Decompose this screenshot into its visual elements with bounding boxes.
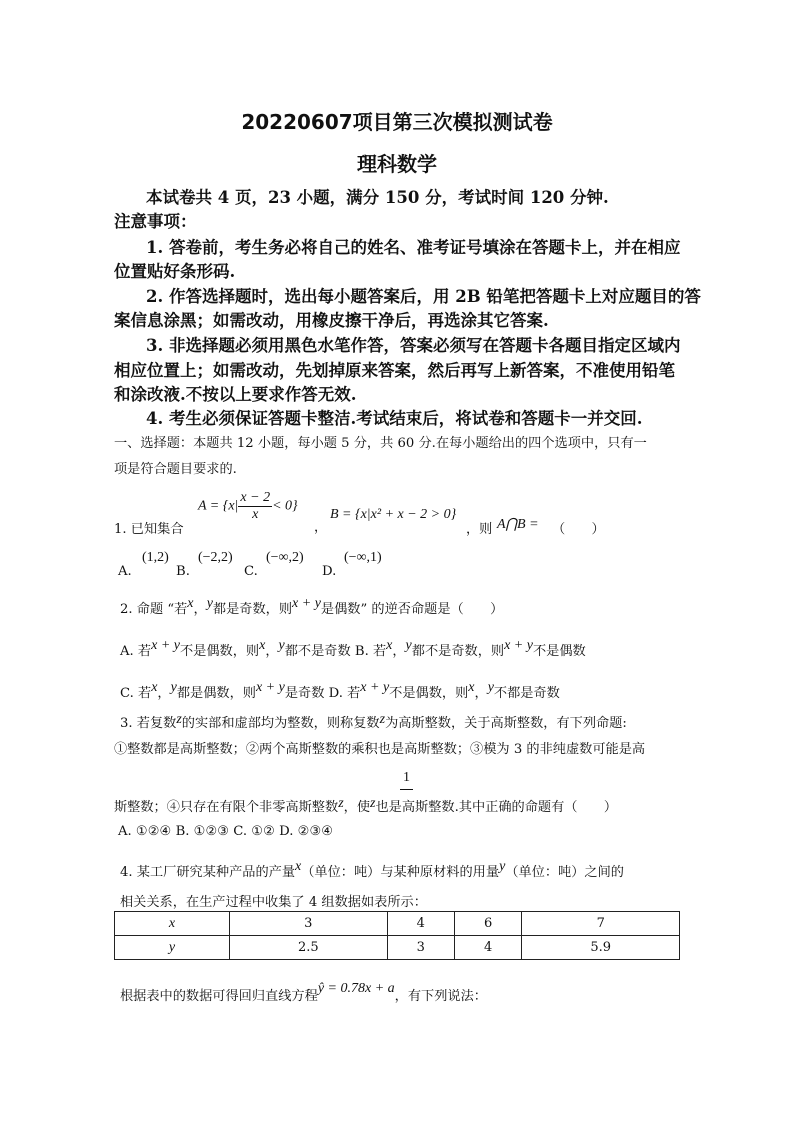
q3-frac-num: 1 bbox=[403, 770, 410, 785]
q2-d-label: D. 若 bbox=[328, 686, 361, 701]
notice-2a: 2. 作答选择题时，选出每小题答案后，用 2B 铅笔把答题卡上对应题目的答 bbox=[146, 287, 701, 306]
q1-opt-c-label: C. bbox=[244, 564, 258, 579]
q2-option-cd bbox=[120, 682, 560, 702]
q4-after-a: 根据表中的数据可得回归直线方程 bbox=[120, 989, 318, 1004]
q2-d-sep: ， bbox=[474, 686, 488, 701]
table-row bbox=[115, 936, 680, 960]
table-cell: 3 bbox=[230, 912, 388, 936]
notice-3c: 和涂改液.不按以上要求作答无效. bbox=[114, 385, 357, 404]
exam-summary: 本试卷共 4 页，23 小题，满分 150 分，考试时间 120 分钟. bbox=[146, 188, 609, 207]
q3-l1a: 3. 若复数 bbox=[120, 716, 177, 731]
notice-4: 4. 考生必须保证答题卡整洁.考试结束后，将试卷和答题卡一并交回. bbox=[146, 409, 643, 428]
q4-l1a: 4. 某工厂研究某种产品的产量 bbox=[120, 865, 296, 880]
page-title: 20220607项目第三次模拟测试卷 bbox=[241, 110, 553, 134]
q1-tail: ，则 bbox=[466, 522, 493, 537]
q1-lead: 1. 已知集合 bbox=[114, 522, 184, 537]
q1-set-a-post: < 0} bbox=[272, 498, 298, 514]
q3-z-2: z bbox=[379, 712, 386, 727]
q1-opt-a: (1,2) bbox=[142, 550, 169, 565]
q3-options: A. ①②④ B. ①②③ C. ①② D. ②③④ bbox=[118, 824, 334, 839]
q1-set-a bbox=[198, 490, 298, 523]
q2-c-sep: ， bbox=[157, 686, 171, 701]
q3-line1 bbox=[120, 712, 627, 732]
q2-a-xy: x + y bbox=[151, 638, 180, 653]
notice-1a: 1. 答卷前，考生务必将自己的姓名、准考证号填涂在答题卡上，并在相应 bbox=[146, 238, 681, 257]
q3-frac-bar bbox=[400, 789, 413, 790]
q2-b-1: 都不是奇数，则 bbox=[411, 644, 505, 659]
notice-2b: 案信息涂黑；如需改动，用橡皮擦干净后，再选涂其它答案. bbox=[114, 311, 549, 330]
data-table bbox=[114, 911, 680, 960]
q2-c-label: C. 若 bbox=[120, 686, 152, 701]
q3-line2: ①整数都是高斯整数；②两个高斯整数的乘积也是高斯整数；③模为 3 的非纯虚数可能是高 bbox=[114, 742, 646, 757]
table-cell: 4 bbox=[387, 912, 454, 936]
table-header-x: x bbox=[115, 912, 230, 936]
q3-z-3: z bbox=[338, 796, 344, 811]
notice-1b: 位置贴好条形码. bbox=[114, 262, 236, 281]
q2-x: x bbox=[187, 596, 194, 611]
q2-stem bbox=[120, 598, 503, 618]
q2-stem-2: 都是奇数，则 bbox=[212, 602, 293, 617]
q3-l3b: ，使 bbox=[343, 800, 371, 815]
section-1-line2: 项是符合题目要求的. bbox=[114, 462, 237, 477]
q1-opt-c: (−∞,2) bbox=[266, 550, 304, 565]
q2-a-y: y bbox=[278, 638, 285, 653]
q4-l1c: （单位：吨）之间的 bbox=[505, 865, 624, 880]
notice-heading: 注意事项： bbox=[114, 212, 197, 231]
q2-b-x: x bbox=[386, 638, 393, 653]
q2-stem-1: 2. 命题 “若 bbox=[120, 602, 188, 617]
q3-l3a: 斯整数；④只存在有限个非零高斯整数 bbox=[114, 800, 339, 815]
q2-d-x: x bbox=[468, 680, 475, 695]
q1-comma: ， bbox=[314, 520, 328, 535]
q1-opt-b: (−2,2) bbox=[198, 550, 233, 565]
q4-l1b: （单位：吨）与某种原材料的用量 bbox=[301, 865, 500, 880]
q4-x: x bbox=[295, 859, 302, 874]
q2-c-y: y bbox=[170, 680, 177, 695]
table-cell: 3 bbox=[387, 936, 454, 960]
q4-after-table bbox=[120, 981, 487, 1005]
table-row bbox=[115, 912, 680, 936]
q3-l1b: 的实部和虚部均为整数，则称复数 bbox=[181, 716, 380, 731]
q3-z-4: z bbox=[370, 796, 376, 811]
table-header-y: y bbox=[115, 936, 230, 960]
page-subtitle: 理科数学 bbox=[357, 152, 437, 176]
q1-set-a-pre: A = {x| bbox=[198, 498, 239, 514]
q2-c-2: 是奇数 bbox=[284, 686, 325, 701]
q2-a-label: A. 若 bbox=[120, 644, 152, 659]
q3-l3c: 也是高斯整数.其中正确的命题有（ ） bbox=[375, 800, 618, 815]
q2-b-2: 不是偶数 bbox=[532, 644, 586, 659]
q2-c-xy: x + y bbox=[255, 680, 285, 695]
q2-d-2: 不都是奇数 bbox=[493, 686, 560, 701]
q1-opt-d-label: D. bbox=[322, 564, 337, 579]
q2-a-1: 不是偶数，则 bbox=[179, 644, 260, 659]
q2-c-1: 都是偶数，则 bbox=[176, 686, 256, 701]
q1-opt-b-label: B. bbox=[176, 564, 190, 579]
table-cell: 7 bbox=[522, 912, 680, 936]
q4-line1 bbox=[120, 861, 624, 881]
notice-3b: 相应位置上；如需改动，先划掉原来答案，然后再写上新答案，不准使用铅笔 bbox=[114, 361, 675, 380]
q2-xy: x + y bbox=[292, 596, 321, 611]
q3-l1c: 为高斯整数，关于高斯整数，有下列命题: bbox=[385, 716, 627, 731]
q3-z: z bbox=[176, 712, 182, 727]
q2-d-xy: x + y bbox=[360, 680, 390, 695]
q2-a-sep: ， bbox=[265, 644, 279, 659]
q2-c-x: x bbox=[151, 680, 158, 695]
q2-a-x: x bbox=[259, 638, 266, 653]
table-cell: 6 bbox=[454, 912, 521, 936]
q1-blank: （ ） bbox=[552, 522, 605, 537]
q2-y: y bbox=[206, 596, 213, 611]
q2-d-1: 不是偶数，则 bbox=[389, 686, 469, 701]
q1-set-a-den: x bbox=[252, 507, 259, 522]
q1-expr: A⋂B = bbox=[497, 517, 539, 532]
q1-opt-d: (−∞,1) bbox=[344, 550, 382, 565]
table-cell: 4 bbox=[454, 936, 521, 960]
q2-b-sep: ， bbox=[392, 644, 406, 659]
q2-d-y: y bbox=[487, 680, 494, 695]
q2-stem-3: 是偶数” 的逆否命题是（ ） bbox=[320, 602, 504, 617]
table-cell: 5.9 bbox=[522, 936, 680, 960]
q4-line2: 相关关系，在生产过程中收集了 4 组数据如表所示： bbox=[120, 895, 427, 910]
table-cell: 2.5 bbox=[230, 936, 388, 960]
q3-line3 bbox=[114, 796, 617, 816]
section-1-line1: 一、选择题：本题共 12 小题，每小题 5 分，共 60 分.在每小题给出的四个选项中，只有一 bbox=[114, 436, 647, 451]
q4-after-b: ，有下列说法： bbox=[394, 989, 487, 1004]
q1-set-a-fraction bbox=[238, 490, 272, 523]
q1-set-a-num: x − 2 bbox=[240, 490, 271, 505]
q2-b-label: B. 若 bbox=[354, 644, 387, 659]
q2-sep: ， bbox=[193, 602, 207, 617]
q4-equation: ŷ = 0.78x + a bbox=[317, 981, 395, 996]
notice-3a: 3. 非选择题必须用黑色水笔作答，答案必须写在答题卡各题目指定区域内 bbox=[146, 336, 681, 355]
q1-set-b: B = {x|x² + x − 2 > 0} bbox=[330, 507, 457, 522]
q1-opt-a-label: A. bbox=[118, 564, 132, 579]
q2-option-ab bbox=[120, 640, 586, 660]
q4-y: y bbox=[499, 859, 506, 874]
q2-b-y: y bbox=[405, 638, 412, 653]
q2-b-xy: x + y bbox=[504, 638, 533, 653]
q2-a-2: 都不是奇数 bbox=[284, 644, 351, 659]
